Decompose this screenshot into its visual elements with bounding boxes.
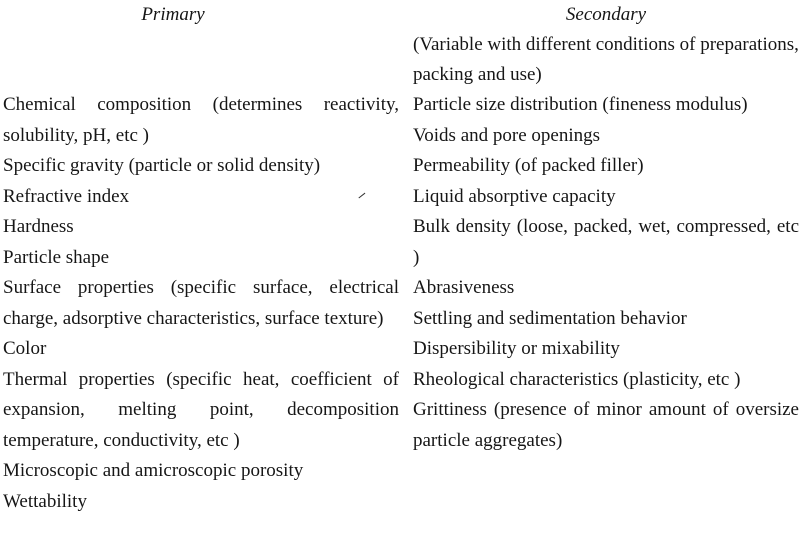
secondary-item: Permeability (of packed filler) bbox=[413, 155, 644, 176]
secondary-list bbox=[413, 90, 799, 456]
secondary-item: Grittiness (presence of minor amount of oversize particle aggregates) bbox=[413, 399, 799, 451]
primary-item: Wettability bbox=[3, 490, 87, 512]
secondary-item: Rheological characteristics (plasticity, etc ) bbox=[413, 368, 741, 390]
primary-heading: Primary bbox=[141, 4, 205, 25]
primary-column bbox=[3, 0, 399, 517]
primary-item: Specific gravity (particle or solid density) bbox=[3, 155, 321, 176]
secondary-item: Settling and sedimentation behavior bbox=[413, 307, 687, 329]
secondary-note: (Variable with different conditions of preparations, packing and use) bbox=[413, 34, 799, 85]
primary-item: Microscopic and amicroscopic porosity bbox=[3, 460, 304, 481]
primary-item: Thermal properties (specific heat, coefficient of expansion, melting point, decomposition temperature, conductivity, etc ) bbox=[3, 368, 399, 451]
secondary-item: Voids and pore openings bbox=[413, 124, 600, 146]
primary-item: Color bbox=[3, 338, 47, 359]
primary-item: Chemical composition (determines reactivity, solubility, pH, etc ) bbox=[3, 94, 399, 146]
primary-spacer bbox=[3, 30, 399, 90]
secondary-heading: Secondary bbox=[565, 4, 647, 25]
secondary-item: Particle size distribution (fineness modulus) bbox=[413, 94, 748, 115]
primary-item: Hardness bbox=[3, 216, 74, 237]
secondary-item: Liquid absorptive capacity bbox=[413, 185, 616, 207]
primary-item: Refractive index bbox=[3, 185, 130, 207]
primary-item: Surface properties (specific surface, electrical charge, adsorptive characteristics, surface texture) bbox=[3, 277, 399, 329]
secondary-column bbox=[413, 0, 799, 456]
secondary-item: Bulk density (loose, packed, wet, compressed, etc ) bbox=[413, 216, 799, 268]
secondary-item: Dispersibility or mixability bbox=[413, 338, 620, 359]
primary-item: Particle shape bbox=[3, 246, 110, 268]
primary-list bbox=[3, 90, 399, 517]
secondary-item: Abrasiveness bbox=[413, 277, 515, 298]
